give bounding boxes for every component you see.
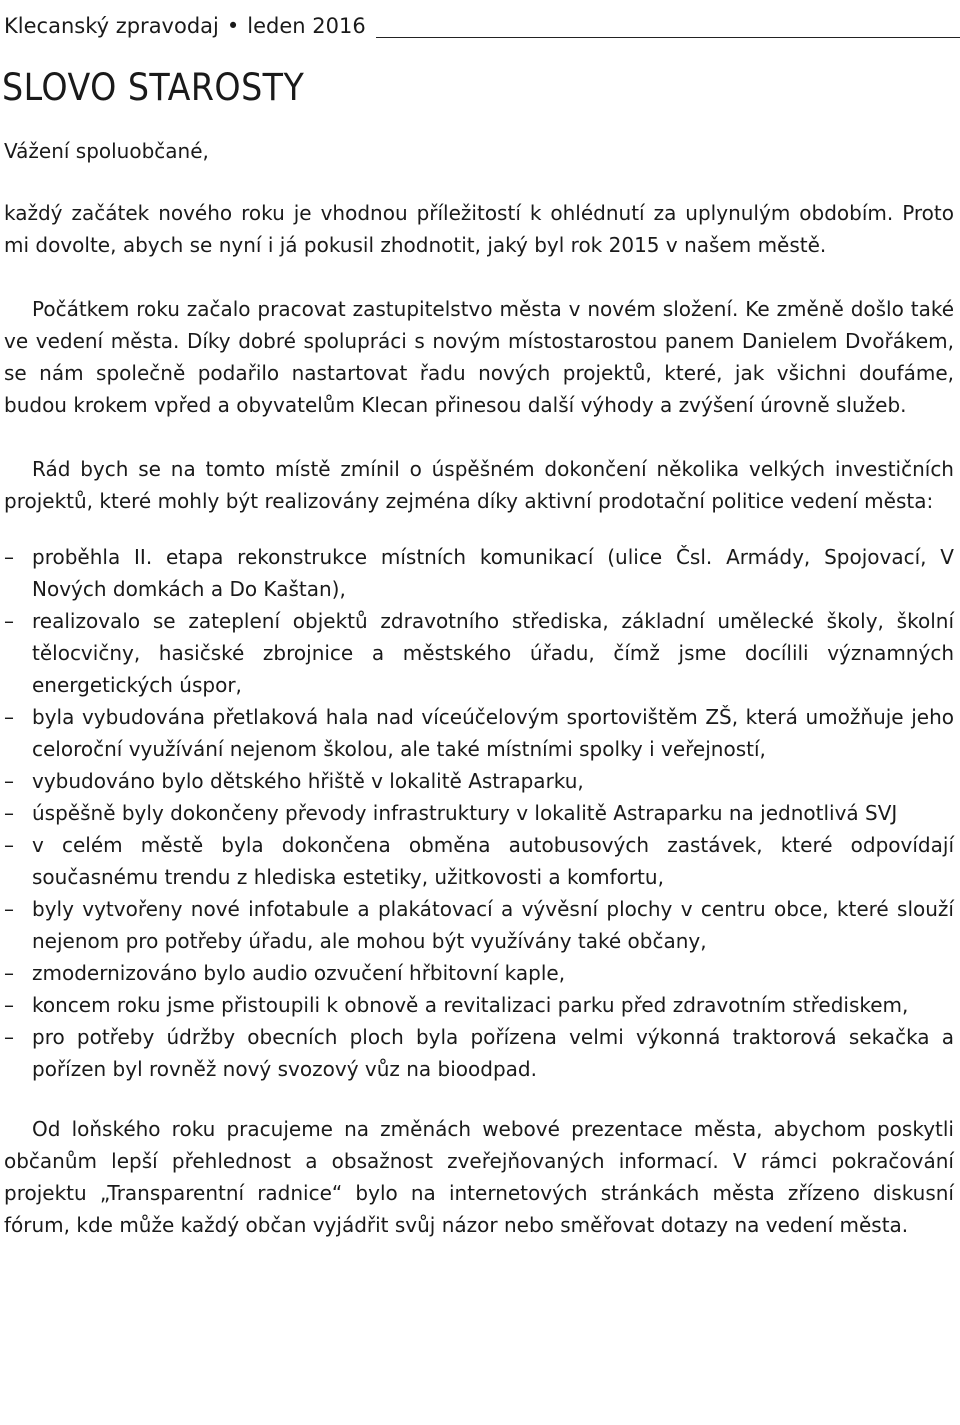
- list-item-text: byly vytvořeny nové infotabule a plakátovací a vývěsní plochy v centru obce, které slouží nejenom pro potřeby úřadu, ale mohou být využívány také občany,: [32, 897, 954, 953]
- paragraph-web: Od loňského roku pracujeme na změnách webové prezentace města, abychom poskytli občanům lepší přehlednost a obsažnost zveřejňovaných informací. V rámci pokračování projektu „Transparentní radnice“ bylo na internetových stránkách města zřízeno diskusní fórum, kde může každý občan vyjádřit svůj názor nebo směřovat dotazy na vedení města.: [4, 1117, 954, 1237]
- projects-list: [4, 541, 954, 1085]
- header-rule: [376, 37, 960, 38]
- list-item: [4, 541, 954, 605]
- article-body: [4, 135, 954, 1241]
- page-title: SLOVO STAROSTY: [2, 66, 305, 109]
- list-item-text: úspěšně byly dokončeny převody infrastruktury v lokalitě Astraparku na jednotlivá SVJ: [32, 801, 898, 825]
- list-item-text: realizovalo se zateplení objektů zdravotního střediska, základní umělecké školy, školní tělocvičny, hasičské zbrojnice a městského úřadu, čímž jsme docílili významných energetických úspor,: [32, 609, 954, 697]
- list-item-text: vybudováno bylo dětského hřiště v lokalitě Astraparku,: [32, 769, 584, 793]
- page-header: [4, 2, 960, 42]
- header-text: [4, 12, 376, 42]
- list-item: [4, 893, 954, 957]
- list-item: [4, 957, 954, 989]
- list-item-text: pro potřeby údržby obecních ploch byla pořízena velmi výkonná traktorová sekačka a pořízen byl rovněž nový svozový vůz na bioodpad.: [32, 1025, 954, 1081]
- paragraph-leadership: Počátkem roku začalo pracovat zastupitelstvo města v novém složení. Ke změně došlo také ve vedení města. Díky dobré spolupráci s novým místostarostou panem Danielem Dvořákem, se nám společně podařilo nastartovat řadu nových projektů, které, jak všichni doufáme, budou krokem vpřed a obyvatelům Klecan přinesou další výhody a zvýšení úrovně služeb.: [4, 297, 954, 417]
- paragraph-projects-intro: Rád bych se na tomto místě zmínil o úspěšném dokončení několika velkých investičních projektů, které mohly být realizovány zejména díky aktivní prodotační politice vedení města:: [4, 457, 954, 513]
- publication-name: Klecanský zpravodaj: [4, 14, 219, 38]
- list-item: [4, 605, 954, 701]
- list-dash: –: [4, 705, 14, 729]
- header-separator: •: [226, 14, 240, 38]
- list-dash: –: [4, 801, 14, 825]
- list-item: [4, 989, 954, 1021]
- list-item-text: proběhla II. etapa rekonstrukce místních komunikací (ulice Čsl. Armády, Spojovací, V Nových domkách a Do Kaštan),: [32, 545, 954, 601]
- list-item-text: koncem roku jsme přistoupili k obnově a revitalizaci parku před zdravotním střediskem,: [32, 993, 909, 1017]
- list-dash: –: [4, 609, 14, 633]
- list-dash: –: [4, 993, 14, 1017]
- issue-date: leden 2016: [247, 14, 366, 38]
- list-dash: –: [4, 961, 14, 985]
- list-dash: –: [4, 1025, 14, 1049]
- list-item: [4, 829, 954, 893]
- list-dash: –: [4, 897, 14, 921]
- list-dash: –: [4, 545, 14, 569]
- list-item-text: byla vybudována přetlaková hala nad víceúčelovým sportovištěm ZŠ, která umožňuje jeho celoroční využívání nejenom školou, ale také místními spolky i veřejností,: [32, 705, 954, 761]
- list-item: [4, 701, 954, 765]
- greeting: Vážení spoluobčané,: [4, 139, 209, 163]
- list-item-text: zmodernizováno bylo audio ozvučení hřbitovní kaple,: [32, 961, 566, 985]
- paragraph-intro: každý začátek nového roku je vhodnou příležitostí k ohlédnutí za uplynulým obdobím. Proto mi dovolte, abych se nyní i já pokusil zhodnotit, jaký byl rok 2015 v našem městě.: [4, 201, 954, 257]
- list-item-text: v celém městě byla dokončena obměna autobusových zastávek, které odpovídají současnému trendu z hlediska estetiky, užitkovosti a komfortu,: [32, 833, 954, 889]
- list-item: [4, 765, 954, 797]
- list-dash: –: [4, 833, 14, 857]
- list-item: [4, 797, 954, 829]
- list-item: [4, 1021, 954, 1085]
- list-dash: –: [4, 769, 14, 793]
